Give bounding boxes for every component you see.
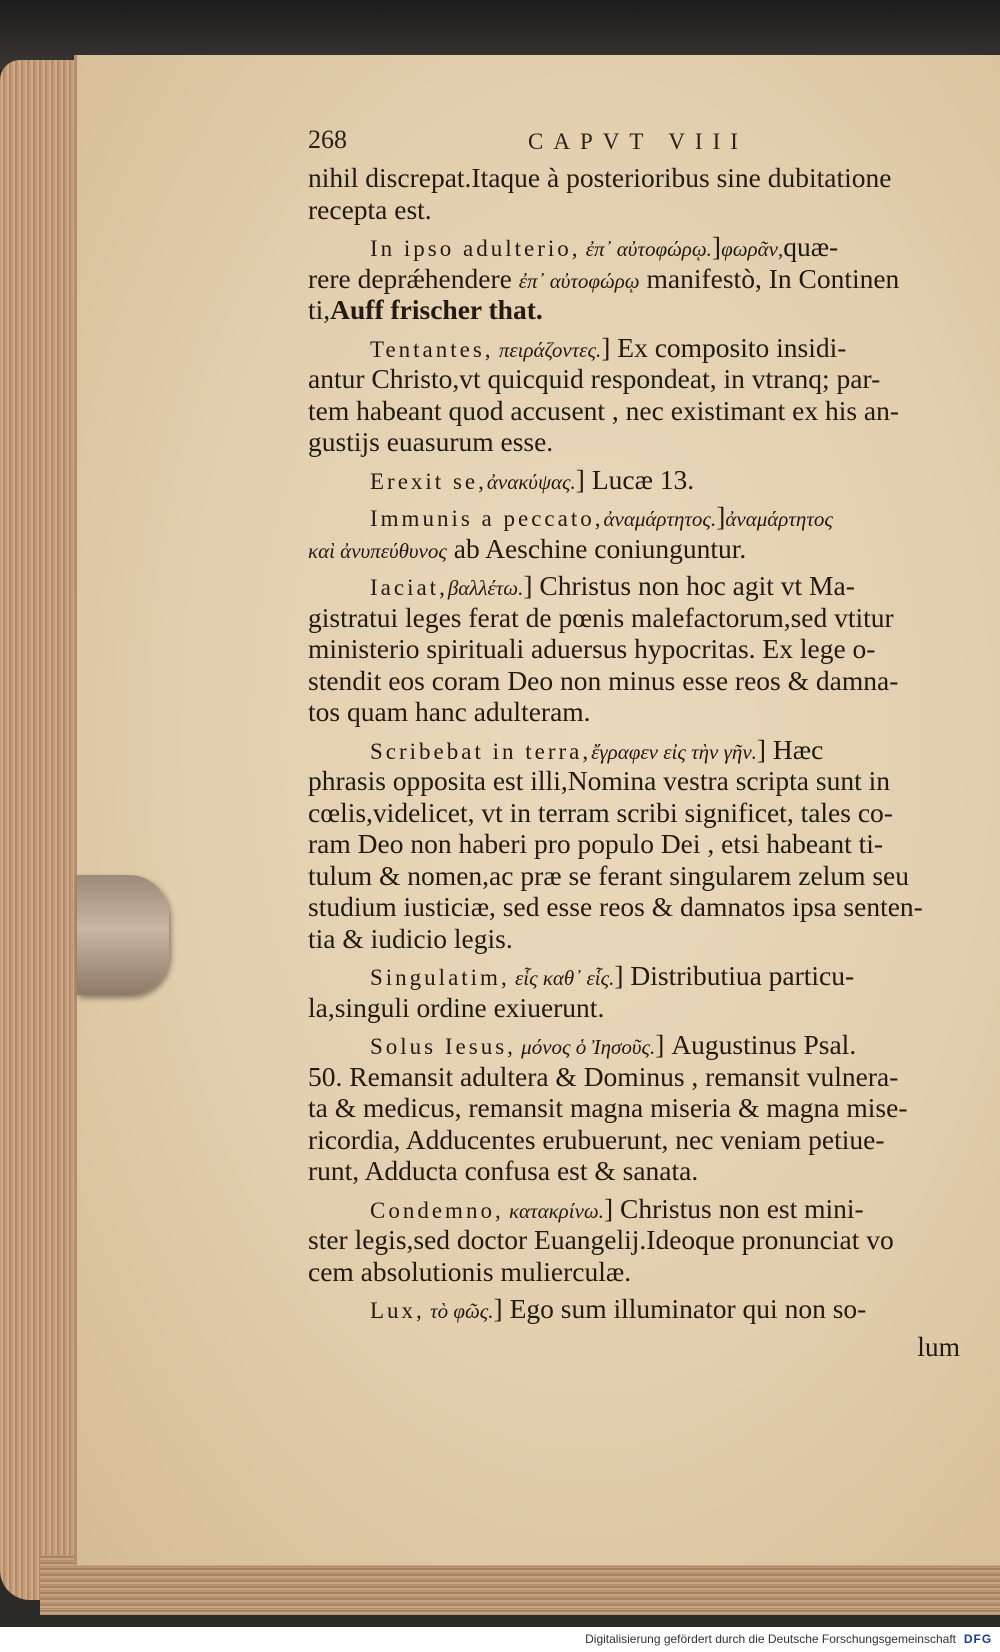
text-segment: cem absolutionis mulierculæ. — [308, 1255, 632, 1287]
text-line — [308, 263, 978, 295]
book-page-edges — [0, 60, 80, 1600]
text-line — [308, 1193, 978, 1225]
text-line — [308, 395, 978, 427]
lemma-heading: Immunis a peccato, — [370, 506, 604, 531]
text-segment: studium iusticiæ, sed esse reos & damnatos ipsa senten- — [308, 891, 923, 922]
text-segment: ] Ex composito insidi- — [601, 331, 847, 363]
text-segment: tulum & nomen,ac præ se ferant singularem zelum seu — [308, 859, 910, 891]
footer-bar — [0, 1627, 1000, 1652]
text-line — [308, 860, 978, 892]
text-segment: rere deprǽhendere — [308, 262, 519, 294]
text-line — [308, 960, 978, 992]
text-segment: quæ- — [783, 231, 839, 262]
greek-term: ἐπ᾽ αὐτοφώρῳ — [518, 268, 640, 293]
lemma-heading: Singulatim, — [370, 965, 510, 990]
funding-credit: Digitalisierung gefördert durch die Deutsche Forschungsgemeinschaft — [585, 1632, 956, 1646]
paragraph — [308, 231, 978, 326]
paragraph — [308, 734, 978, 955]
text-line — [308, 923, 978, 955]
text-line — [308, 1061, 978, 1093]
text-line — [308, 992, 978, 1024]
text-line — [308, 464, 978, 496]
text-line — [308, 533, 978, 565]
paragraph — [308, 1029, 978, 1187]
text-segment: ] Distributiua particu- — [614, 960, 855, 991]
text-line — [308, 1224, 978, 1256]
text-line — [308, 194, 978, 226]
greek-term: ἀναμάρτητος — [725, 507, 833, 531]
page-header — [308, 125, 988, 165]
text-line — [308, 363, 978, 395]
text-segment: manifestò, In Continen — [639, 262, 900, 294]
text-segment: recepta est. — [308, 193, 432, 225]
text-line — [308, 332, 978, 364]
text-line — [308, 797, 978, 829]
text-segment: stendit eos coram Deo non minus esse reos & damna- — [308, 664, 899, 696]
text-segment: cœlis,videlicet, vt in terram scribi significet, tales co- — [308, 796, 893, 828]
paragraph — [308, 960, 978, 1023]
text-segment: la,singuli ordine exiuerunt. — [308, 991, 605, 1023]
text-line — [308, 696, 978, 728]
paragraph — [308, 501, 978, 564]
text-segment: 50. Remansit adultera & Dominus , remansit vulnera- — [308, 1060, 899, 1092]
greek-term: εἷς καθ᾽ εἷς. — [509, 966, 615, 990]
text-line — [308, 570, 978, 602]
text-line — [308, 734, 978, 766]
text-segment: ministerio spirituali aduersus hypocritas. Ex lege o- — [308, 633, 876, 664]
text-segment: ] — [711, 231, 722, 262]
lemma-heading: Iaciat, — [370, 575, 448, 600]
lemma-heading: Erexit se, — [370, 468, 487, 494]
page-clip — [77, 875, 169, 995]
text-line — [308, 602, 978, 634]
greek-term: ἔγραφεν εἰς τὴν γῆν. — [591, 739, 757, 764]
greek-term: τὸ φῶς. — [424, 1299, 494, 1323]
running-head: CAPVT VIII — [528, 129, 748, 154]
text-segment: ] — [716, 501, 726, 532]
body-text — [308, 162, 978, 1362]
text-segment: ram Deo non haberi pro populo Dei , etsi habeant ti- — [308, 828, 884, 859]
paragraph — [308, 1293, 978, 1325]
text-line — [308, 231, 978, 263]
text-line — [308, 828, 978, 860]
text-line — [308, 294, 978, 326]
lemma-heading: Solus Iesus, — [370, 1034, 516, 1059]
text-segment: tem habeant quod accusent , nec existimant ex his an- — [308, 394, 900, 426]
text-line — [308, 162, 978, 194]
greek-term: πειράζοντες. — [493, 337, 602, 362]
catchword: lum — [917, 1330, 960, 1362]
text-line — [308, 426, 978, 458]
greek-term: κατακρίνω. — [503, 1198, 604, 1223]
greek-term: βαλλέτω. — [447, 576, 524, 600]
text-segment: runt, Adducta confusa est & sanata. — [308, 1155, 699, 1186]
lemma-heading: Condemno, — [370, 1197, 504, 1223]
text-line — [308, 501, 978, 533]
text-segment: antur Christo,vt quicquid respondeat, in vtranq; par- — [308, 363, 881, 394]
text-segment: ta & medicus, remansit magna miseria & magna mise- — [308, 1092, 908, 1123]
text-segment: ti, — [308, 294, 331, 325]
text-segment: ] Hæc — [756, 733, 824, 765]
greek-term: μόνος ὁ Ἰησοῦς. — [515, 1035, 656, 1059]
text-segment: gistratui leges ferat de pœnis malefactorum,sed vtitur — [308, 601, 894, 633]
text-segment: ] Lucæ 13. — [575, 463, 695, 495]
text-line — [308, 1092, 978, 1124]
paragraph — [308, 1193, 978, 1288]
paragraph — [308, 464, 978, 496]
text-segment: ] Augustinus Psal. — [655, 1029, 857, 1060]
text-line — [308, 765, 978, 797]
greek-term: ἐπ᾽ αὐτοφώρῳ. — [580, 237, 712, 261]
text-segment: tos quam hanc adulteram. — [308, 696, 591, 727]
text-segment: ] Christus non est mini- — [604, 1192, 864, 1224]
text-segment: ricordia, Adducentes erubuerunt, nec veniam petiue- — [308, 1123, 885, 1155]
lemma-heading: Scribebat in terra, — [370, 738, 592, 764]
text-line — [308, 1155, 978, 1187]
greek-term: καὶ ἀνυπεύθυνος — [308, 538, 447, 563]
text-segment: nihil discrepat.Itaque à posterioribus sine dubitatione — [308, 162, 892, 193]
text-line — [308, 1029, 978, 1061]
text-segment: ] Christus non hoc agit vt Ma- — [523, 570, 855, 601]
paragraph — [308, 332, 978, 458]
lemma-heading: Lux, — [370, 1298, 425, 1323]
text-line — [308, 891, 978, 923]
german-gloss: Auff frischer that. — [330, 294, 543, 325]
paragraph — [308, 570, 978, 728]
paragraph — [308, 162, 978, 225]
text-segment: tia & iudicio legis. — [308, 922, 513, 954]
text-line — [308, 1293, 978, 1325]
lemma-heading: Tentantes, — [370, 336, 494, 362]
text-segment: ab Aeschine coniunguntur. — [446, 532, 747, 564]
page-number: 268 — [308, 125, 347, 154]
text-line — [308, 1124, 978, 1156]
text-segment: gustijs euasurum esse. — [308, 426, 554, 457]
text-line — [308, 633, 978, 665]
text-segment: phrasis opposita est illi,Nomina vestra scripta sunt in — [308, 765, 890, 796]
greek-term: ἀνακύψας. — [486, 469, 576, 494]
lemma-heading: In ipso adulterio, — [370, 236, 581, 261]
text-segment: ster legis,sed doctor Euangelij.Ideoque pronunciat vo — [308, 1224, 894, 1255]
greek-term: φωρᾶν, — [721, 237, 784, 261]
text-line — [308, 665, 978, 697]
text-line — [308, 1256, 978, 1288]
text-segment: ] Ego sum illuminator qui non so- — [493, 1293, 867, 1324]
dfg-logo-icon: DFG — [963, 1632, 993, 1646]
greek-term: ἀναμάρτητος. — [603, 507, 717, 531]
